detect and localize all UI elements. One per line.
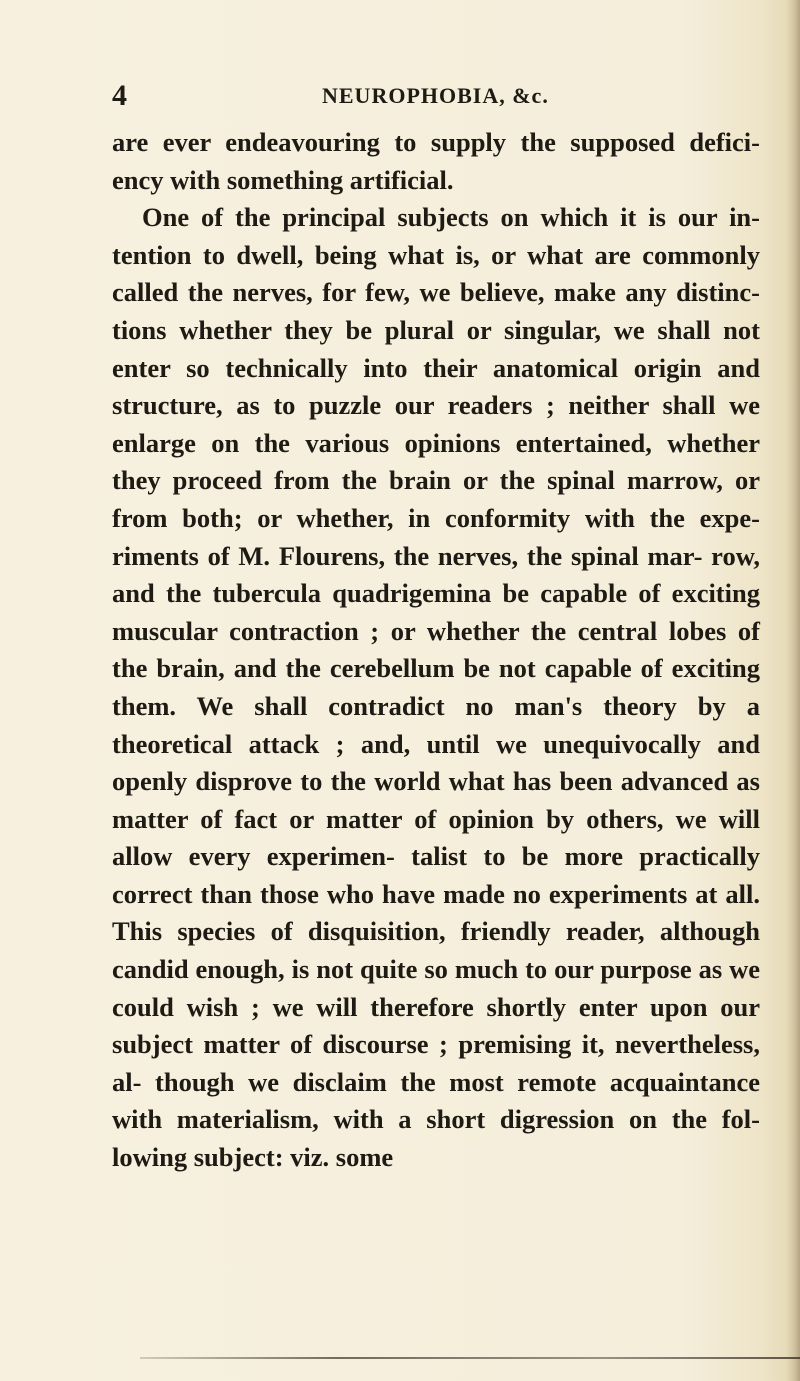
running-head: NEUROPHOBIA, &c. (322, 83, 549, 108)
page-number: 4 (112, 79, 127, 112)
page-edge-shadow (786, 0, 800, 1381)
body-text (112, 124, 760, 1177)
bottom-rule (140, 1357, 800, 1359)
paragraph: are ever endeavouring to supply the supposed defici- ency with something artificial. (112, 127, 760, 195)
paragraph: One of the principal subjects on which it is our in- tention to dwell, being what is, or what are commonly called the nerves, for few, we believe, make any distinc- tions whether they be plural or singular, we shall not enter so technically into their anatomical origin and structure, as to puzzle our readers ; neither shall we enlarge on the various opinions entertained, whether they proceed from the brain or the spinal marrow, or from both; or whether, in conformity with the expe- riments of M. Flourens, the nerves, the spinal mar- row, and the tubercula quadrigemina be capable of exciting muscular contraction ; or whether the central lobes of the brain, and the cerebellum be not capable of exciting them. We shall contradict no man's theory by a theoretical attack ; and, until we unequivocally and openly disprove to the world what has been advanced as matter of fact or matter of opinion by others, we will allow every experimen- talist to be more practically correct than those who have made no experiments at all. This species of disquisition, friendly reader, although candid enough, is not quite so much to our purpose as we could wish ; we will therefore shortly enter upon our subject matter of discourse ; premising it, nevertheless, al- though we disclaim the most remote acquaintance with materialism, with a short digression on the fol- lowing subject: viz. some (112, 202, 760, 1173)
page-header (112, 78, 742, 114)
